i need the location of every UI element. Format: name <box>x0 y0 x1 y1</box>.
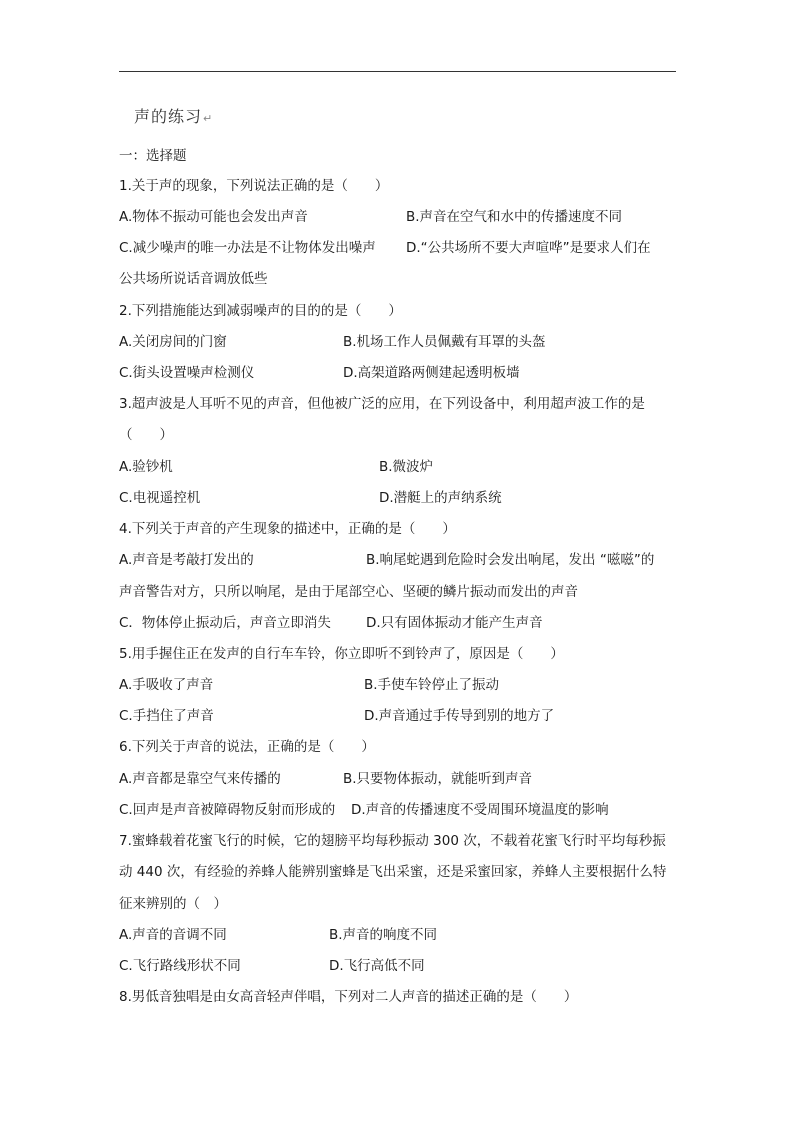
option-a: C.电视遥控机 <box>119 490 201 506</box>
option-a: C．物体停止振动后，声音立即消失 <box>119 615 331 631</box>
option-line <box>119 333 546 351</box>
option-b: B.微波炉 <box>379 459 434 475</box>
option-a: C.飞行路线形状不同 <box>119 958 241 974</box>
header-rule <box>119 71 676 72</box>
option-line <box>119 489 502 507</box>
option-a: A.物体不振动可能也会发出声音 <box>119 209 308 225</box>
option-line <box>119 614 543 632</box>
option-line <box>119 551 655 569</box>
option-a: A.手吸收了声音 <box>119 677 214 693</box>
option-a: A.验钞机 <box>119 459 173 475</box>
option-b: D.高架道路两侧建起透明板墙 <box>343 365 520 381</box>
option-a: A.声音是考敲打发出的 <box>119 552 254 568</box>
option-b: B.机场工作人员佩戴有耳罩的头盔 <box>343 334 546 350</box>
option-line <box>119 458 434 476</box>
option-b: B.声音的响度不同 <box>329 927 438 943</box>
option-b: B.响尾蛇遇到危险时会发出响尾，发出 “嗞嗞”的 <box>366 552 655 568</box>
question-line: 3.超声波是人耳听不见的声音，但他被广泛的应用，在下列设备中，利用超声波工作的是 <box>119 396 645 412</box>
option-line <box>119 364 520 382</box>
section-heading: 一：选择题 <box>119 148 187 164</box>
question-line: （ ） <box>119 427 173 443</box>
question-line: 8.男低音独唱是由女高音轻声伴唱，下列对二人声音的描述正确的是（ ） <box>119 989 578 1005</box>
option-b: D.“公共场所不要大声喧哗”是要求人们在 <box>406 240 651 256</box>
title-text: 声的练习 <box>134 107 203 126</box>
option-line <box>119 770 533 788</box>
option-b: B.只要物体振动，就能听到声音 <box>343 771 533 787</box>
option-b: D.飞行高低不同 <box>329 958 425 974</box>
option-line <box>119 676 500 694</box>
option-line <box>119 239 651 257</box>
option-a: C.回声是声音被障碍物反射而形成的 <box>119 802 336 818</box>
option-b: B.声音在空气和水中的传播速度不同 <box>406 209 623 225</box>
option-a: C.手挡住了声音 <box>119 708 214 724</box>
question-line: 公共场所说话音调放低些 <box>119 271 268 287</box>
option-b: D.声音的传播速度不受周围环境温度的影响 <box>351 802 609 818</box>
question-line: 1.关于声的现象，下列说法正确的是（ ） <box>119 178 389 194</box>
question-line: 2.下列措施能达到减弱噪声的目的的是（ ） <box>119 303 402 319</box>
option-line <box>119 926 438 944</box>
option-line <box>119 707 555 725</box>
option-b: D.声音通过手传导到别的地方了 <box>364 708 555 724</box>
question-line: 5.用手握住正在发声的自行车车铃，你立即听不到铃声了，原因是（ ） <box>119 646 564 662</box>
question-line: 声音警告对方，只所以响尾，是由于尾部空心、坚硬的鳞片振动而发出的声音 <box>119 584 578 600</box>
option-b: B.手使车铃停止了振动 <box>364 677 500 693</box>
option-line <box>119 801 609 819</box>
question-line: 征来辨别的（ ） <box>119 896 227 912</box>
question-line: 4.下列关于声音的产生现象的描述中，正确的是（ ） <box>119 521 456 537</box>
option-b: D.潜艇上的声纳系统 <box>379 490 502 506</box>
option-line <box>119 957 425 975</box>
option-a: A.声音都是靠空气来传播的 <box>119 771 281 787</box>
option-line <box>119 208 623 226</box>
question-line: 7.蜜蜂载着花蜜飞行的时候，它的翅膀平均每秒振动 300 次，不载着花蜜飞行时平均每秒振 <box>119 833 666 849</box>
option-b: D.只有固体振动才能产生声音 <box>366 615 543 631</box>
option-a: A.关闭房间的门窗 <box>119 334 227 350</box>
option-a: C.减少噪声的唯一办法是不让物体发出噪声 <box>119 240 376 256</box>
paragraph-mark-icon: ↵ <box>203 112 214 125</box>
question-line: 动 440 次，有经验的养蜂人能辨别蜜蜂是飞出采蜜，还是采蜜回家，养蜂人主要根据什么特 <box>119 864 667 880</box>
question-line: 6.下列关于声音的说法，正确的是（ ） <box>119 739 375 755</box>
option-a: A.声音的音调不同 <box>119 927 227 943</box>
option-a: C.街头设置噪声检测仪 <box>119 365 255 381</box>
page-title <box>134 104 213 127</box>
